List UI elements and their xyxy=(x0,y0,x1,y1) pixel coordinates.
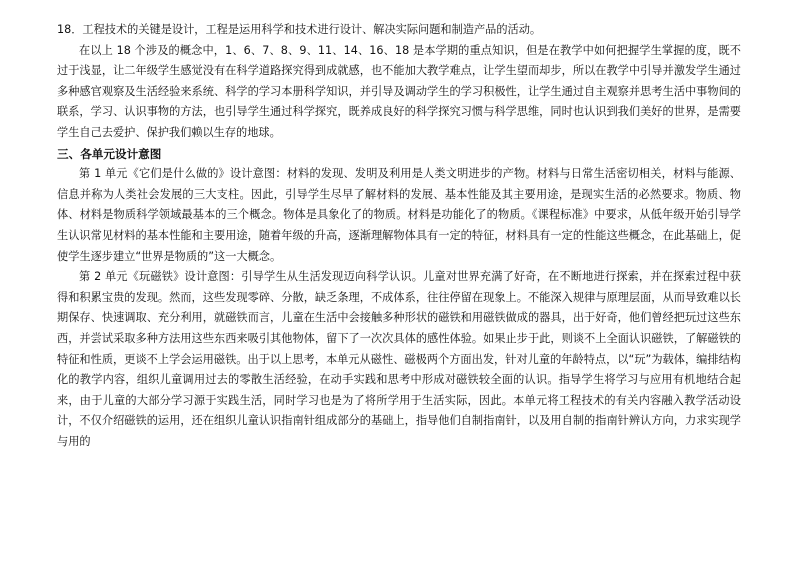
section-heading: 三、各单元设计意图 xyxy=(57,146,162,161)
concept-item-18: 18．工程技术的关键是设计，工程是运用科学和技术进行设计、解决实际问题和制造产品的活动。 xyxy=(57,23,542,36)
summary-paragraph: 在以上 18 个涉及的概念中，1、6、7、8、9、11、14、16、18 是本学期的重点知识，但是在教学中如何把握学生掌握的度，既不过于浅显，让二年级学生感觉没有在科学道路探究得到成就感，也不能加大教学难点，让学生望而却步，所以在教学中引导并激发学生通过多种感官观察及生活经验来系统、科学的学习本册科学知识，并引导及调动学生的学习积极性，让学生通过自主观察并思考生活中事物间的联系，学习、认识事物的方法，也引导学生通过科学探究，既养成良好的科学探究习惯与科学思维，同时也认识到我们美好的世界，是需要学生自己去爱护、保护我们赖以生存的地球。 xyxy=(57,43,741,139)
unit1-paragraph: 第 1 单元《它们是什么做的》设计意图：材料的发现、发明及利用是人类文明进步的产物。材料与日常生活密切相关，材料与能源、信息并称为人类社会发展的三大支柱。因此，引导学生尽早了解材料的发展、基本性能及其主要用途，是现实生活的必然要求。物质、物体、材料是物质科学领域最基本的三个概念。物体是具象化了的物质。材料是功能化了的物质。《课程标准》中要求，从低年级开始引导学生认识常见材料的基本性能和主要用途，随着年级的升高，逐渐理解物体具有一定的特征，材料具有一定的性能这些概念，在此基础上，促使学生逐步建立“世界是物质的”这一大概念。 xyxy=(57,167,741,263)
document-page xyxy=(57,20,741,452)
unit2-paragraph: 第 2 单元《玩磁铁》设计意图：引导学生从生活发现迈向科学认识。儿童对世界充满了好奇，在不断地进行探索，并在探索过程中获得和积累宝贵的发现。然而，这些发现零碎、分散，缺乏条理，不成体系，往往停留在现象上。不能深入规律与原理层面，从而导致难以长期保存、快速调取、充分利用，就磁铁而言，儿童在生活中会接触多种形状的磁铁和用磁铁做成的器具，出于好奇，他们曾经把玩过这些东西，并尝试采取多种方法用这些东西来吸引其他物体，留下了一次次具体的感性体验。如果止步于此，则谈不上全面认识磁铁，了解磁铁的特征和性质，更谈不上学会运用磁铁。出于以上思考，本单元从磁性、磁极两个方面出发，针对儿童的年龄特点，以“玩”为载体，编排结构化的教学内容，组织儿童调用过去的零散生活经验，在动手实践和思考中形成对磁铁较全面的认识。指导学生将学习与应用有机地结合起来，由于儿童的大部分学习源于实践生活，同时学习也是为了将所学用于生活实际，因此。本单元将工程技术的有关内容融入教学活动设计，不仅介绍磁铁的运用，还在组织儿童认识指南针组成部分的基础上，指导他们自制指南针，以及用自制的指南针辨认方向，力求实现学与用的 xyxy=(57,270,741,448)
